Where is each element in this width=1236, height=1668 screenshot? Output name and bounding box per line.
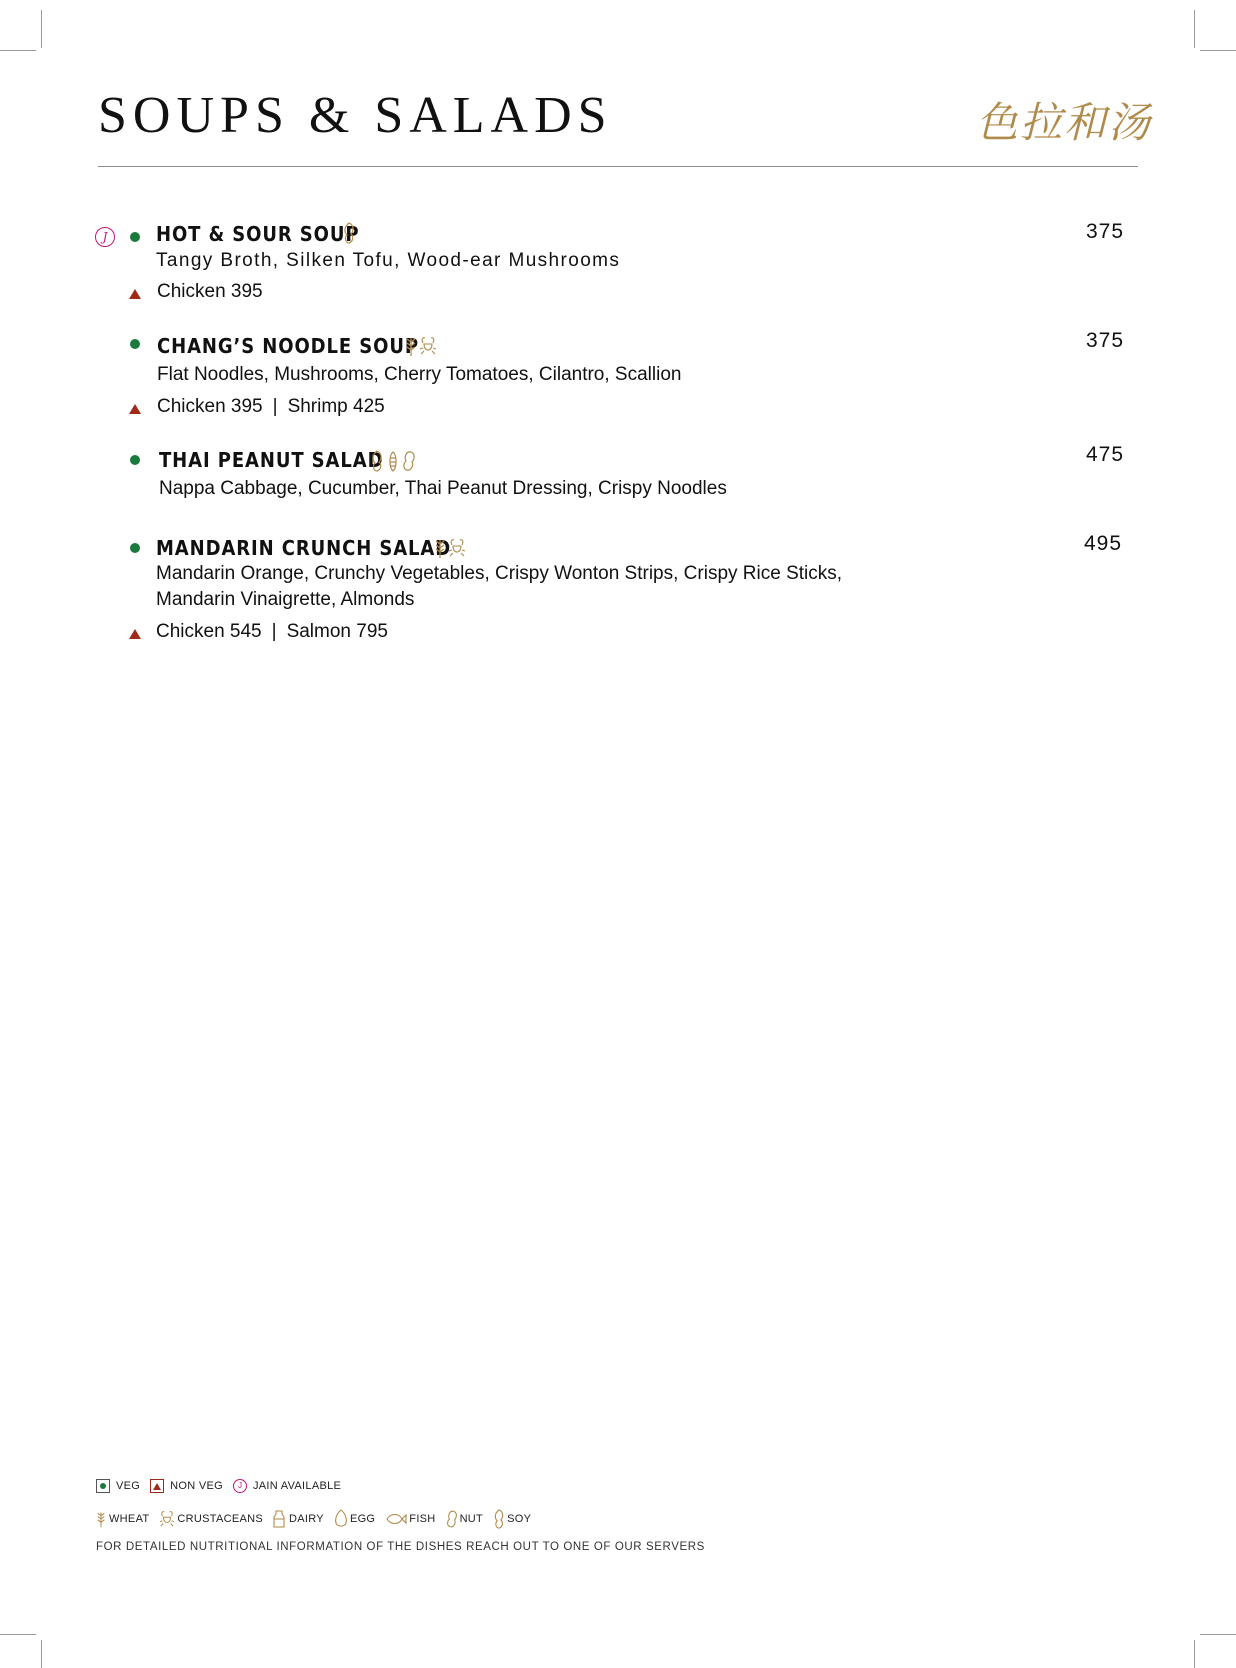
allergen-icons: [343, 222, 355, 244]
legend-jain-label: JAIN AVAILABLE: [252, 1480, 342, 1492]
item-price: 375: [1086, 329, 1125, 352]
veg-icon: [130, 339, 140, 349]
item-name: THAI PEANUT SALAD: [159, 448, 384, 472]
legend-fish-label: FISH: [409, 1513, 436, 1525]
wheat-icon: [405, 335, 417, 357]
addon-chicken: Chicken 395: [157, 396, 263, 417]
legend-non-veg-label: NON VEG: [170, 1480, 223, 1492]
dairy-icon: [273, 1510, 285, 1528]
jain-available-icon: J: [95, 227, 115, 247]
item-description-line-1: Mandarin Orange, Crunchy Vegetables, Crispy Wonton Strips, Crispy Rice Sticks,: [156, 563, 843, 584]
item-description: Nappa Cabbage, Cucumber, Thai Peanut Dressing, Crispy Noodles: [159, 478, 727, 499]
item-addon: [157, 281, 263, 303]
nut-icon: [446, 1509, 458, 1529]
item-price: 495: [1084, 532, 1123, 555]
soy-icon: [493, 1509, 505, 1529]
veg-icon: [130, 543, 140, 553]
crop-mark-top-right-vertical: [1194, 10, 1195, 48]
legend-wheat: [96, 1508, 149, 1530]
addon-separator: |: [272, 396, 278, 417]
jain-available-icon: J: [233, 1479, 247, 1493]
legend-egg: [334, 1509, 375, 1529]
wheat-icon: [434, 537, 446, 559]
wheat-icon: [96, 1508, 106, 1530]
fish-icon: [385, 1512, 407, 1526]
item-addons: [157, 396, 385, 418]
addon-separator: |: [271, 621, 277, 642]
chinese-title: 色拉和汤: [976, 98, 1153, 147]
non-veg-icon: [129, 289, 141, 299]
crop-mark-top-left-horizontal: [0, 50, 36, 51]
legend-jain: [233, 1479, 341, 1493]
legend-wheat-label: WHEAT: [109, 1513, 150, 1525]
non-veg-icon: [129, 404, 141, 414]
addon-salmon: Salmon 795: [286, 621, 388, 642]
item-name: CHANG’S NOODLE SOUP: [157, 334, 419, 358]
allergen-icons: [434, 537, 466, 559]
allergen-icons: [370, 450, 416, 472]
egg-icon: [334, 1509, 348, 1529]
crop-mark-top-left-vertical: [41, 10, 42, 48]
legend-nut: [446, 1509, 484, 1529]
legend-dairy-label: DAIRY: [289, 1513, 324, 1525]
item-description: Tangy Broth, Silken Tofu, Wood-ear Mushrooms: [156, 250, 621, 271]
item-description-line-2: Mandarin Vinaigrette, Almonds: [156, 589, 415, 610]
crop-mark-bottom-right-vertical: [1194, 1640, 1195, 1668]
page-title: SOUPS & SALADS: [98, 87, 613, 144]
legend-veg-label: VEG: [116, 1480, 141, 1492]
crustaceans-icon: [419, 335, 437, 357]
crustaceans-icon: [448, 537, 466, 559]
non-veg-icon: [129, 629, 141, 639]
nutrition-note: FOR DETAILED NUTRITIONAL INFORMATION OF THE DISHES REACH OUT TO ONE OF OUR SERVERS: [96, 1541, 705, 1553]
item-addons: [156, 621, 388, 643]
crop-mark-bottom-left-vertical: [41, 1640, 42, 1668]
non-veg-icon: [150, 1479, 164, 1493]
legend-non-veg: [150, 1479, 223, 1493]
addon-shrimp: Shrimp 425: [287, 396, 385, 417]
crustaceans-icon: [159, 1509, 175, 1529]
soy-icon: [343, 222, 355, 244]
item-description: Flat Noodles, Mushrooms, Cherry Tomatoes, Cilantro, Scallion: [157, 364, 682, 385]
legend-egg-label: EGG: [349, 1513, 376, 1525]
legend-veg: [96, 1479, 140, 1493]
allergen-icons: [405, 335, 437, 357]
crop-mark-bottom-left-horizontal: [0, 1634, 36, 1635]
addon-chicken: Chicken 545: [156, 621, 262, 642]
legend-fish: [385, 1512, 435, 1526]
legend-dairy: [273, 1510, 324, 1528]
allergen-legend: [96, 1508, 541, 1530]
item-name: MANDARIN CRUNCH SALAD: [156, 536, 452, 560]
legend-crustaceans-label: CRUSTACEANS: [177, 1513, 264, 1525]
veg-icon: [130, 455, 140, 465]
crop-mark-bottom-right-horizontal: [1200, 1634, 1236, 1635]
wheat-icon: [386, 450, 400, 472]
legend-soy: [493, 1509, 531, 1529]
item-name: HOT & SOUR SOUP: [156, 222, 360, 246]
item-price: 475: [1086, 443, 1125, 466]
legend-nut-label: NUT: [459, 1513, 484, 1525]
legend-crustaceans: [159, 1509, 263, 1529]
header-divider: [98, 166, 1138, 167]
soy-icon: [370, 450, 384, 472]
item-price: 375: [1086, 220, 1125, 243]
veg-icon: [96, 1479, 110, 1493]
diet-legend: [96, 1479, 351, 1493]
veg-icon: [130, 232, 140, 242]
addon-chicken: Chicken 395: [157, 281, 263, 302]
legend-soy-label: SOY: [507, 1513, 532, 1525]
nut-icon: [402, 450, 416, 472]
crop-mark-top-right-horizontal: [1200, 50, 1236, 51]
